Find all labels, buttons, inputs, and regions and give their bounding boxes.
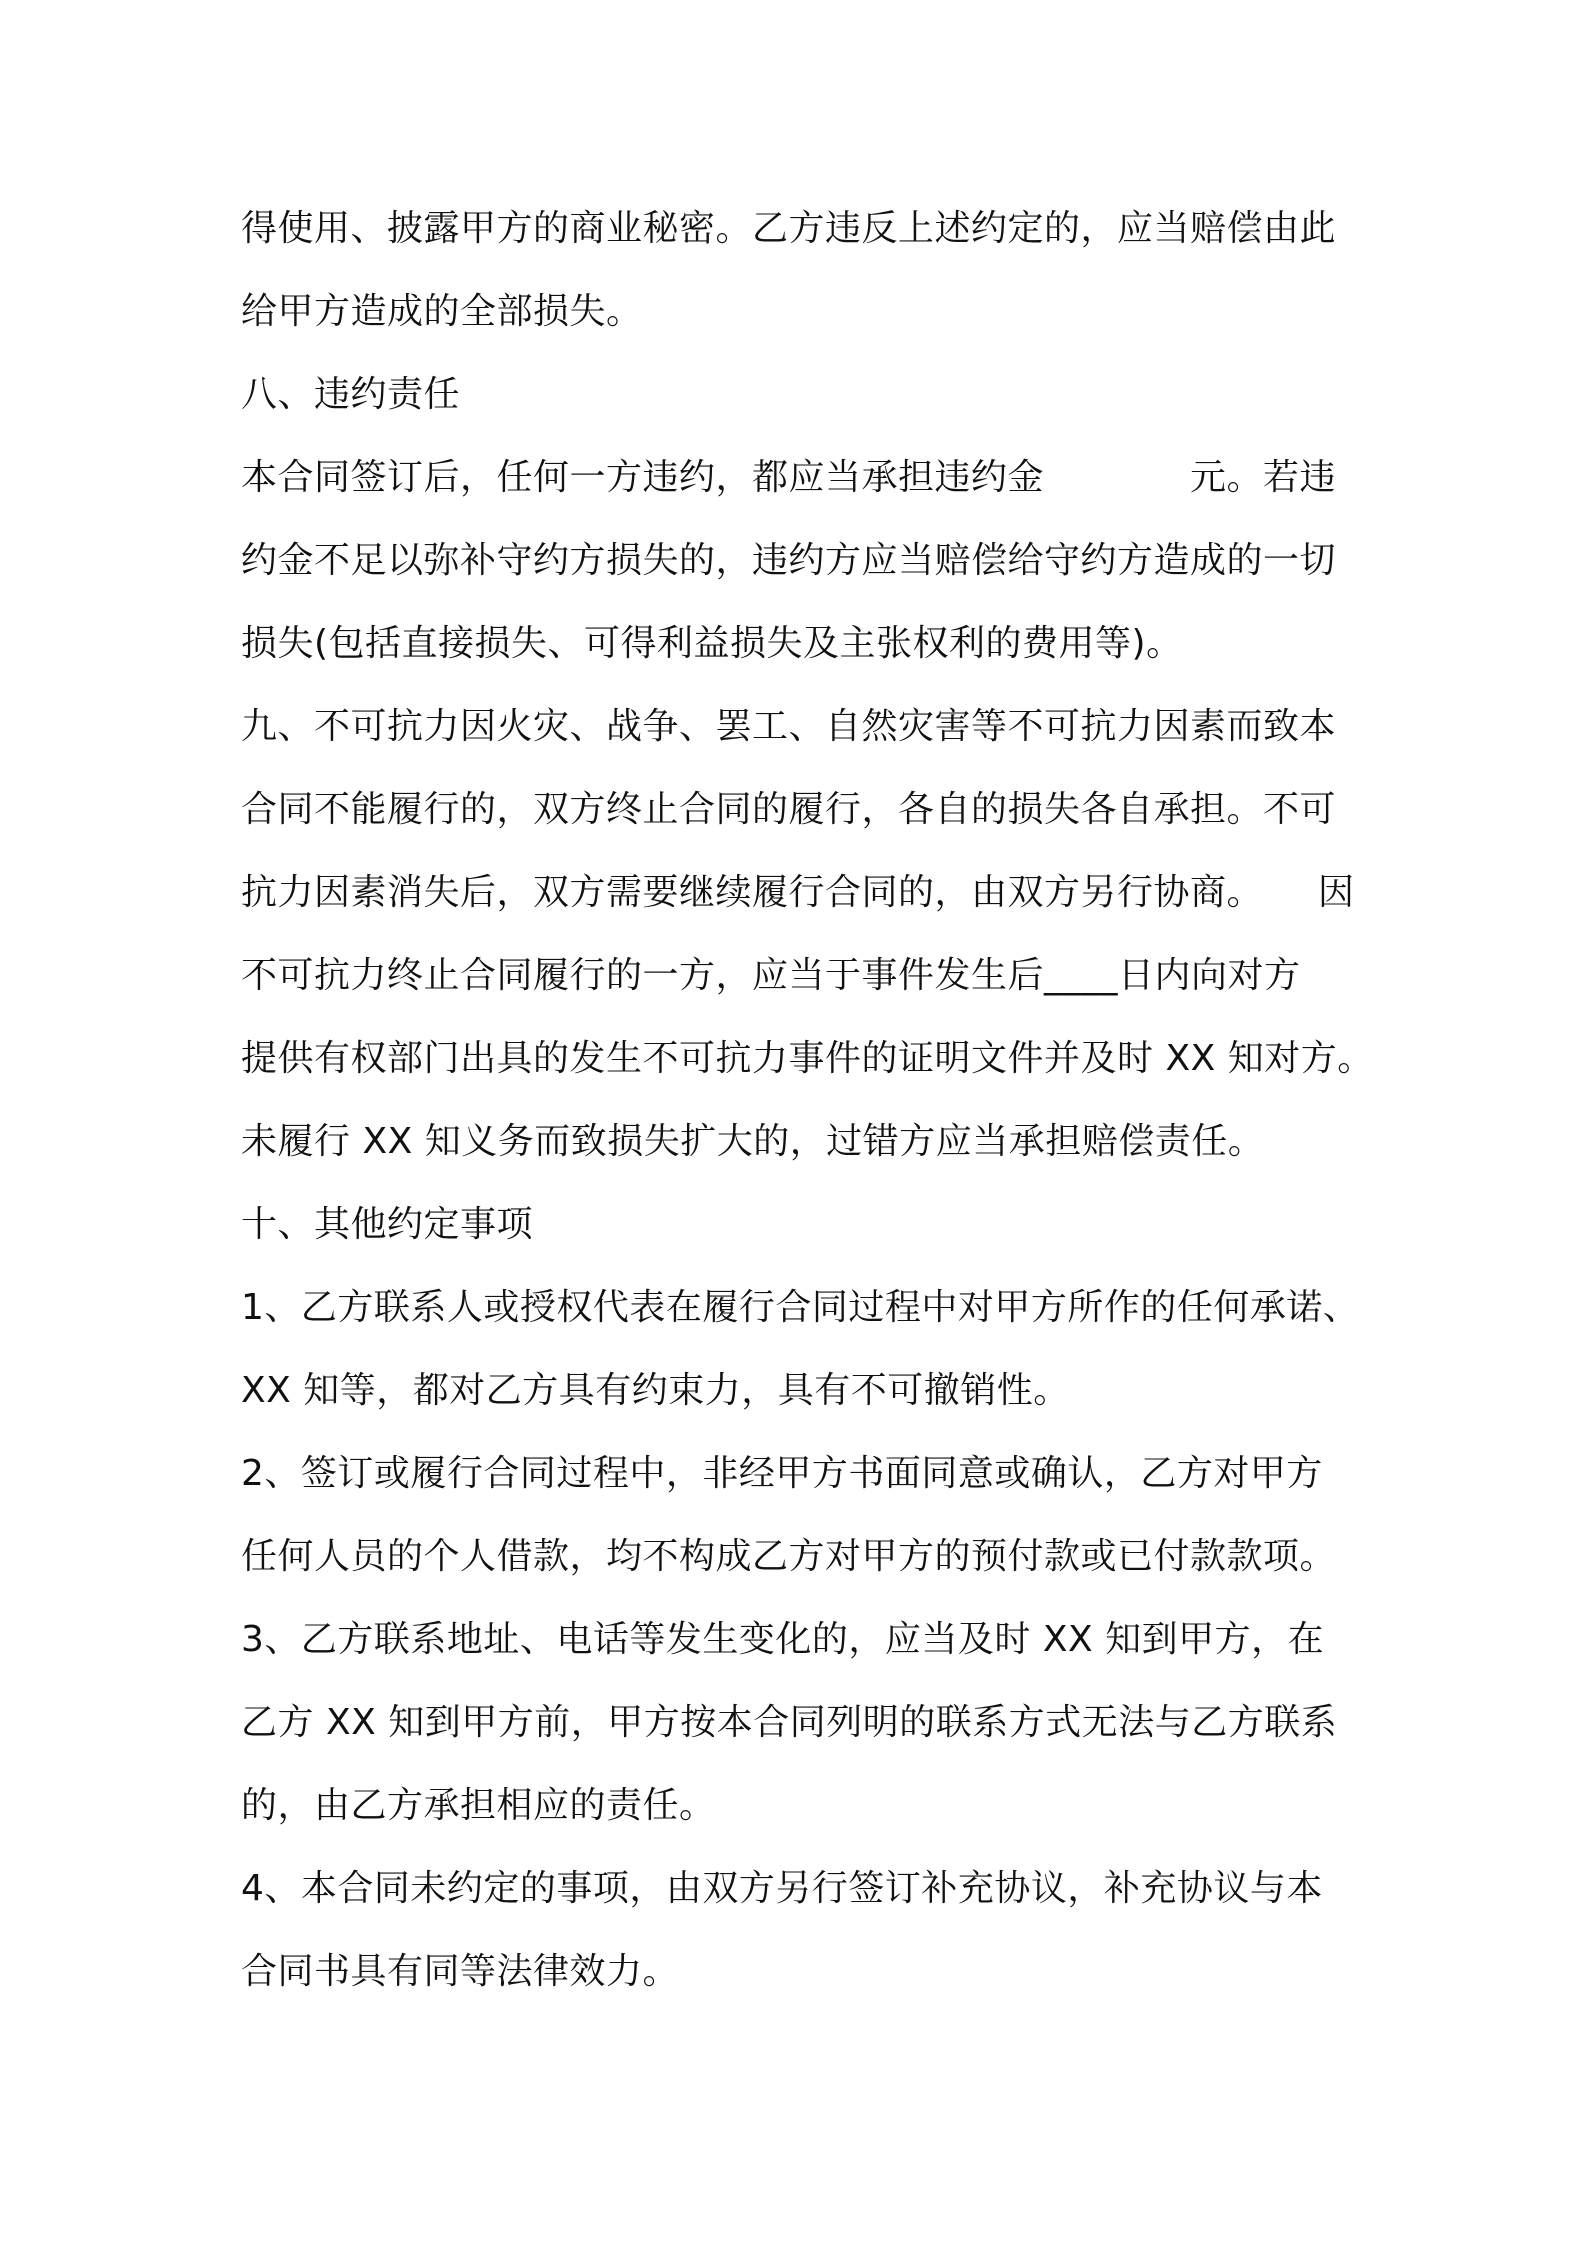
text-line: 未履行 XX 知义务而致损失扩大的，过错方应当承担赔偿责任。 bbox=[241, 1121, 1265, 1162]
text-line: 1、乙方联系人或授权代表在履行合同过程中对甲方所作的任何承诺、 bbox=[241, 1287, 1360, 1328]
text-line: 损失(包括直接损失、可得利益损失及主张权利的费用等)。 bbox=[241, 623, 1183, 664]
section-heading: 八、违约责任 bbox=[241, 374, 461, 415]
text-line: 提供有权部门出具的发生不可抗力事件的证明文件并及时 XX 知对方。 bbox=[241, 1038, 1374, 1079]
text-line: 3、乙方联系地址、电话等发生变化的，应当及时 XX 知到甲方，在 bbox=[241, 1619, 1325, 1660]
text-line: 4、本合同未约定的事项，由双方另行签订补充协议，补充协议与本 bbox=[241, 1868, 1323, 1909]
text-line: 约金不足以弥补守约方损失的，违约方应当赔偿给守约方造成的一切 bbox=[241, 540, 1337, 581]
text-line: 九、不可抗力因火灾、战争、罢工、自然灾害等不可抗力因素而致本 bbox=[241, 706, 1337, 747]
text-line: 合同书具有同等法律效力。 bbox=[241, 1951, 680, 1992]
text-line: 不可抗力终止合同履行的一方，应当于事件发生后____日内向对方 bbox=[241, 955, 1301, 996]
text-line: XX 知等，都对乙方具有约束力，具有不可撤销性。 bbox=[241, 1370, 1070, 1411]
text-line: 2、签订或履行合同过程中，非经甲方书面同意或确认，乙方对甲方 bbox=[241, 1453, 1323, 1494]
text-line: 得使用、披露甲方的商业秘密。乙方违反上述约定的，应当赔偿由此 bbox=[241, 208, 1337, 249]
text-line: 乙方 XX 知到甲方前，甲方按本合同列明的联系方式无法与乙方联系 bbox=[241, 1702, 1338, 1743]
text-line: 给甲方造成的全部损失。 bbox=[241, 291, 643, 332]
text-line: 任何人员的个人借款，均不构成乙方对甲方的预付款或已付款款项。 bbox=[241, 1536, 1337, 1577]
text-line: 抗力因素消失后，双方需要继续履行合同的，由双方另行协商。 因 bbox=[241, 872, 1355, 913]
section-heading: 十、其他约定事项 bbox=[241, 1204, 534, 1245]
text-line: 本合同签订后，任何一方违约，都应当承担违约金 元。若违 bbox=[241, 457, 1337, 498]
text-line: 合同不能履行的，双方终止合同的履行，各自的损失各自承担。不可 bbox=[241, 789, 1337, 830]
text-line: 的，由乙方承担相应的责任。 bbox=[241, 1785, 716, 1826]
